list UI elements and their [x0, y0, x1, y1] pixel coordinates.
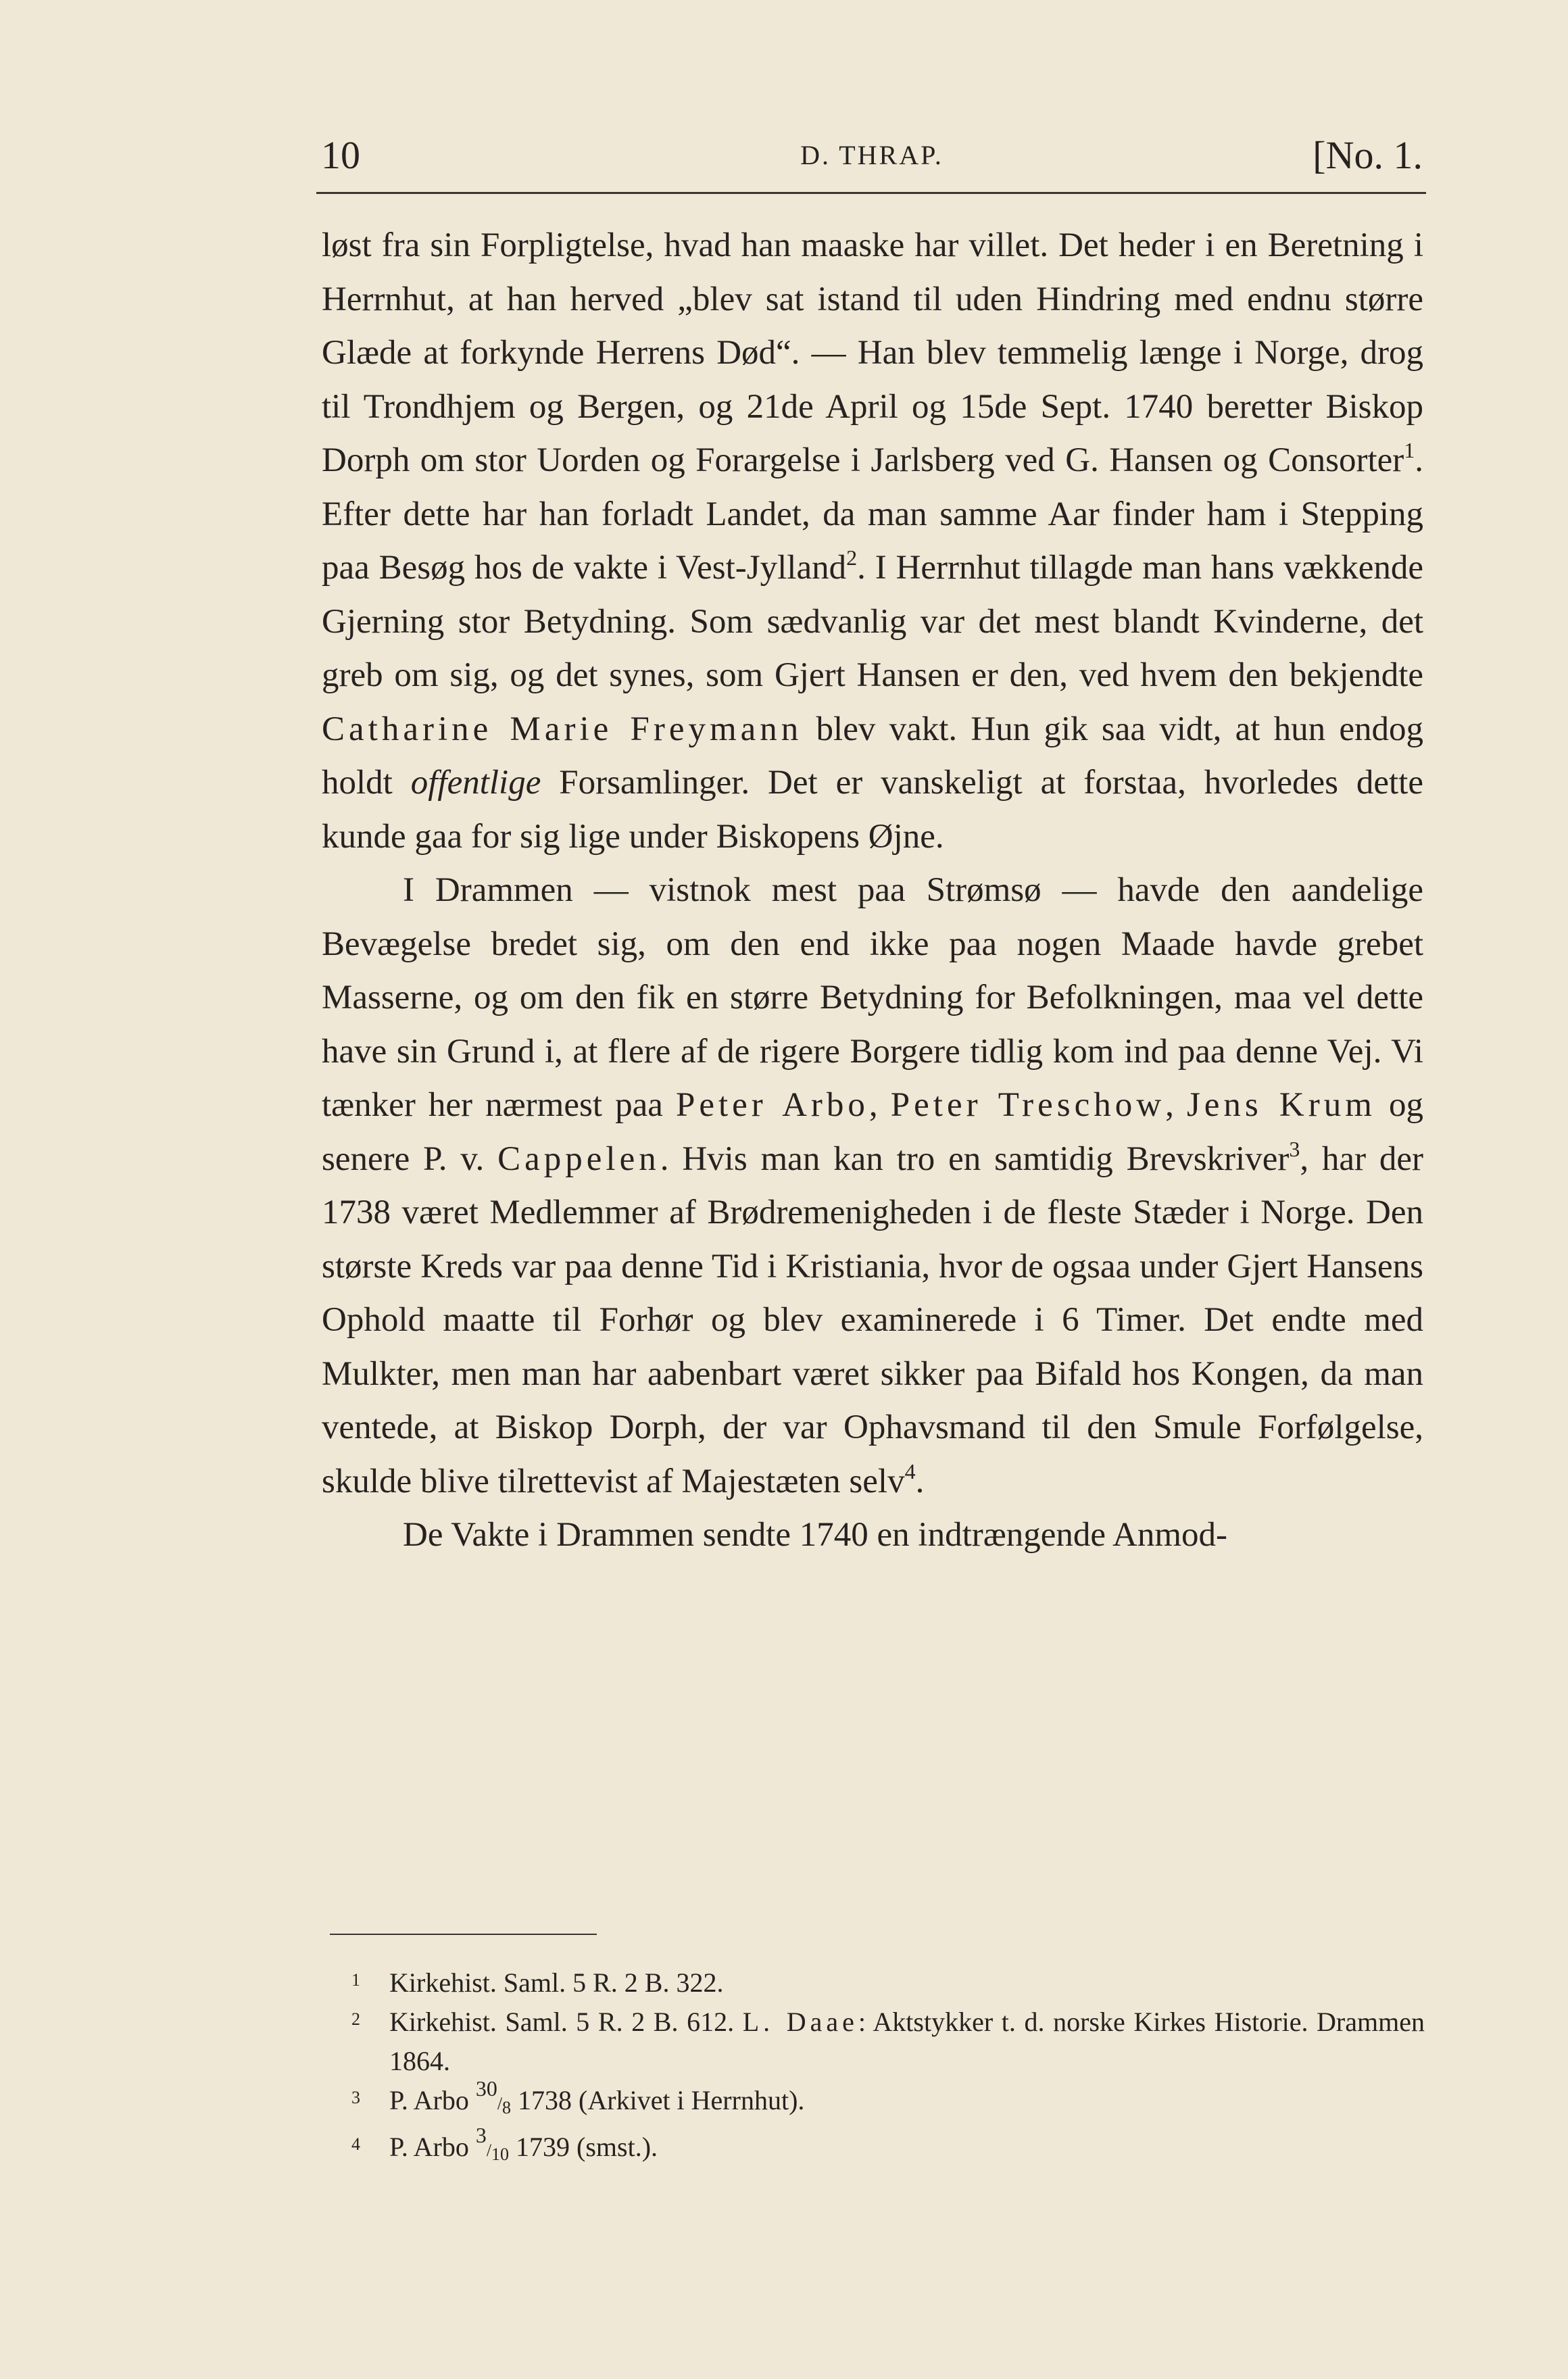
footnote-ref-2: 2	[846, 545, 858, 570]
footnote-4: 4 P. Arbo $^3/_{10}$ 1739 (smst.).	[351, 2123, 658, 2164]
date-fraction: $^3/_{10}$	[475, 2123, 510, 2164]
header-rule	[316, 192, 1426, 194]
body-text	[322, 219, 1423, 1563]
paragraph-1: løst fra sin Forpligtelse, hvad han maaske har villet. Det heder i en Beretning i Herrnhut, at han herved „blev sat istand til uden Hindring med endnu større Glæde at forkynde Herrens Død“. — Han blev temmelig længe i Norge, drog til Trondhjem og Bergen, og 21de April og 15de Sept. 1740 beretter Biskop Dorph om stor Uorden og Forargelse i Jarlsberg ved G. Hansen og Consorter$^1$. Efter dette har han forladt Landet, da man samme Aar finder ham i Stepping paa Besøg hos de vakte i Vest-Jylland$^2$. I Herrnhut tillagde man hans vækkende Gjerning stor Betydning. Som sædvanlig var det mest blandt Kvinderne, det greb om sig, og det synes, som Gjert Hansen er den, ved hvem den bekjendte Catharine Marie Freymann blev vakt. Hun gik saa vidt, at hun endog holdt offentlige Forsamlinger. Det er vanskeligt at forstaa, hvorledes dette kunde gaa for sig lige under Biskopens Øjne.	[322, 226, 1423, 856]
running-head	[321, 132, 1423, 188]
spaced-name: Catharine Marie Freymann	[322, 710, 803, 748]
footnote-1: 1 Kirkehist. Saml. 5 R. 2 B. 322.	[343, 1963, 1425, 2003]
paragraph-2: I Drammen — vistnok mest paa Strømsø — havde den aandelige Bevægelse bredet sig, om den end ikke paa nogen Maade havde grebet Masserne, og om den fik en større Betydning for Befolkningen, maa vel dette have sin Grund i, at flere af de rigere Borgere tidlig kom ind paa denne Vej. Vi tænker her nærmest paa Peter Arbo, Peter Treschow, Jens Krum og senere P. v. Cappelen. Hvis man kan tro en samtidig Brevskriver$^3$, har der 1738 været Medlemmer af Brødremenigheden i de fleste Stæder i Norge. Den største Kreds var paa denne Tid i Kristiania, hvor de ogsaa under Gjert Hansens Ophold maatte til Forhør og blev examinerede i 6 Timer. Det endte med Mulkter, men man har aabenbart været sikker paa Bifald hos Kongen, da man ventede, at Biskop Dorph, der var Ophavsmand til den Smule Forfølgelse, skulde blive tilrettevist af Majestæten selv$^4$.	[322, 871, 1423, 1500]
running-title: D. THRAP.	[800, 140, 944, 170]
footnote-ref-1: 1	[1404, 438, 1415, 462]
spaced-name: Peter Treschow	[890, 1086, 1166, 1124]
footnotes	[343, 1963, 1425, 2174]
spaced-name: Peter Arbo	[676, 1086, 869, 1124]
page-number: 10	[321, 133, 360, 177]
paragraph-3: De Vakte i Drammen sendte 1740 en indtrængende Anmod-	[403, 1516, 1227, 1554]
footnote-mark: 3	[351, 2088, 360, 2107]
footnote-mark: 1	[351, 1970, 360, 1990]
spaced-name: L. Daae	[742, 2007, 858, 2037]
footnote-3: 3 P. Arbo $^{30}/_8$ 1738 (Arkivet i Herrnhut).	[351, 2076, 805, 2117]
footnote-ref-3: 3	[1289, 1136, 1300, 1161]
footnote-ref-4: 4	[904, 1458, 916, 1483]
spaced-name: Cappelen	[497, 1139, 660, 1178]
italic-word: offentlige	[410, 764, 541, 802]
footnote-2: 2 Kirkehist. Saml. 5 R. 2 B. 612. L. Daae: Aktstykker t. d. norske Kirkes Historie. Drammen 1864.	[343, 2003, 1425, 2081]
spaced-name: Jens Krum	[1186, 1086, 1376, 1124]
issue-number: [No. 1.	[1313, 133, 1423, 177]
date-fraction: $^{30}/_8$	[475, 2076, 512, 2117]
footnote-rule	[330, 1934, 597, 1935]
footnote-mark: 4	[351, 2134, 360, 2154]
footnote-mark: 2	[351, 2009, 360, 2029]
